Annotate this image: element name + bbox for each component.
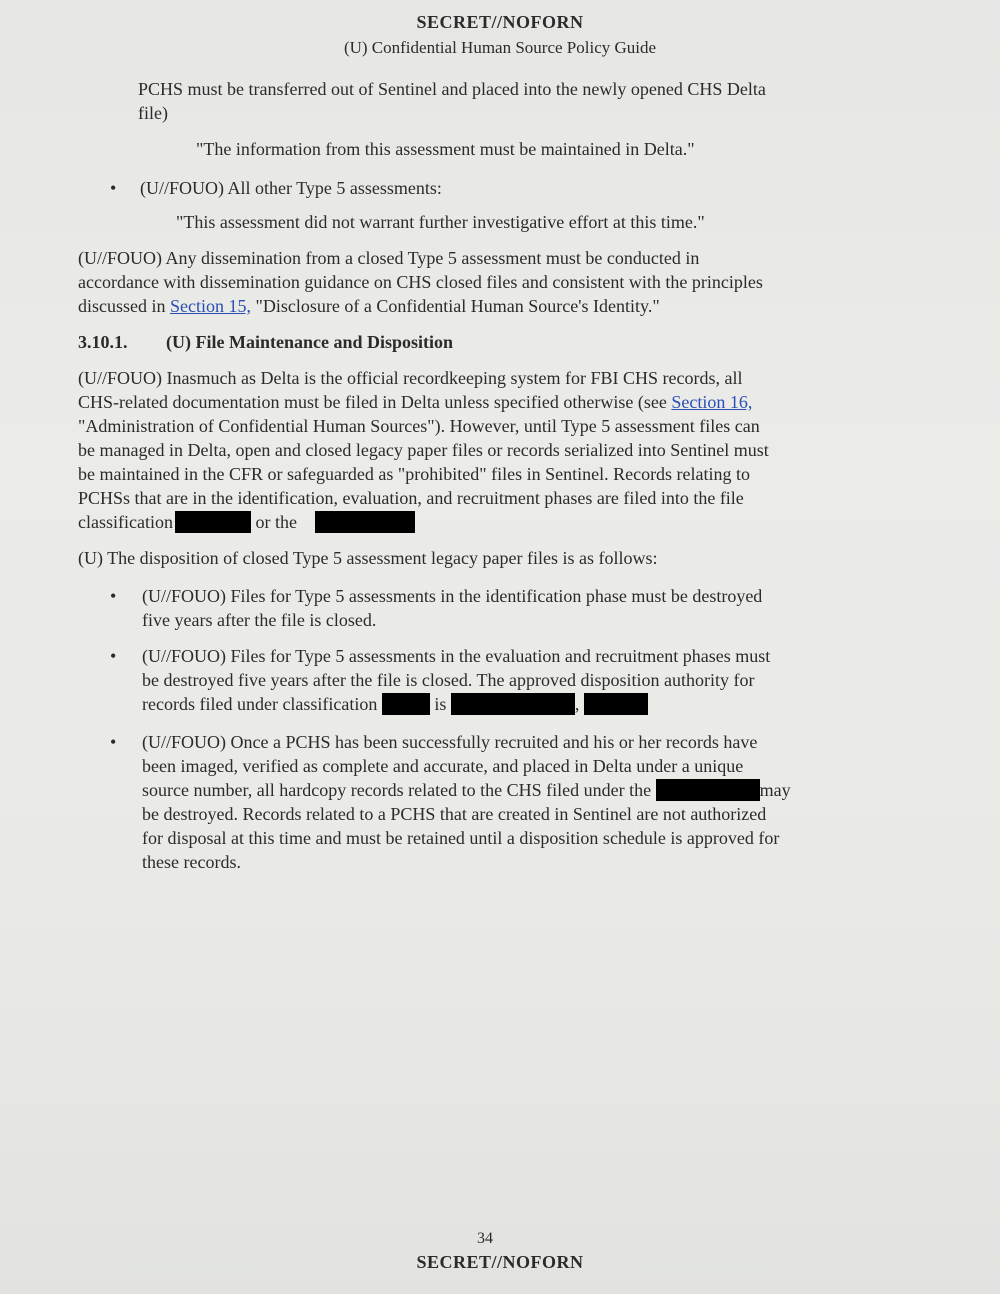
maintenance-line-3: "Administration of Confidential Human Sources"). However, until Type 5 assessment files can <box>78 416 760 436</box>
dissemination-line-2: accordance with dissemination guidance on CHS closed files and consistent with the principles <box>78 272 763 292</box>
section-16-link[interactable]: Section 16, <box>671 392 753 412</box>
bullet-3-line-2: been imaged, verified as complete and accurate, and placed in Delta under a unique <box>142 756 744 776</box>
bullet-2-is: is <box>434 694 447 714</box>
maintenance-line-1: (U//FOUO) Inasmuch as Delta is the official recordkeeping system for FBI CHS records, all <box>78 368 743 388</box>
section-title: (U) File Maintenance and Disposition <box>166 332 454 352</box>
dissemination-line-1: (U//FOUO) Any dissemination from a closed Type 5 assessment must be conducted in <box>78 248 700 268</box>
maintenance-line-2 <box>78 390 752 414</box>
section-heading <box>78 330 453 354</box>
intro-line-2: file) <box>138 103 168 123</box>
bullet-3-line-1: (U//FOUO) Once a PCHS has been successfully recruited and his or her records have <box>142 732 758 752</box>
redaction-block <box>584 693 648 715</box>
redaction-block <box>451 693 575 715</box>
bullet-marker: • <box>110 732 117 752</box>
maintenance-line-7-pre: classification <box>78 512 173 532</box>
redaction-block <box>656 779 760 801</box>
maintenance-line-5: be maintained in the CFR or safeguarded as "prohibited" files in Sentinel. Records relating to <box>78 464 751 484</box>
dissemination-line-3 <box>78 294 660 318</box>
bullet-2-line-3 <box>142 692 648 716</box>
maintenance-line-4: be managed in Delta, open and closed legacy paper files or records serialized into Sentinel must <box>78 440 769 460</box>
section-15-link[interactable]: Section 15, <box>170 296 251 316</box>
section-number: 3.10.1. <box>78 332 128 352</box>
bullet-marker: • <box>110 646 117 666</box>
bullet-3-line-3 <box>142 778 791 802</box>
redaction-block <box>382 693 430 715</box>
classification-banner-bottom: SECRET//NOFORN <box>416 1252 584 1272</box>
redaction-block <box>175 511 251 533</box>
bullet-3-line-6: these records. <box>142 852 241 872</box>
bullet-all-other-assessments: (U//FOUO) All other Type 5 assessments: <box>140 178 442 198</box>
intro-line-1: PCHS must be transferred out of Sentinel and placed into the newly opened CHS Delta <box>138 79 766 99</box>
maintenance-line-7-mid: or the <box>255 512 297 532</box>
page-number: 34 <box>477 1230 493 1247</box>
redaction-block <box>315 511 415 533</box>
bullet-marker: • <box>110 586 117 606</box>
bullet-3-line-4: be destroyed. Records related to a PCHS that are created in Sentinel are not authorized <box>142 804 767 824</box>
maintenance-line-6: PCHSs that are in the identification, evaluation, and recruitment phases are filed into the file <box>78 488 744 508</box>
bullet-3-line-3-pre: source number, all hardcopy records related to the CHS filed under the <box>142 780 652 800</box>
maintenance-line-7 <box>78 510 415 534</box>
bullet-2-comma: , <box>574 694 580 714</box>
maintenance-line-2-pre: CHS-related documentation must be filed in Delta unless specified otherwise (see <box>78 392 667 412</box>
dissemination-line-3-pre: discussed in <box>78 296 166 316</box>
document-title: (U) Confidential Human Source Policy Guide <box>343 38 657 57</box>
quote-no-further-effort: "This assessment did not warrant further investigative effort at this time." <box>176 212 705 232</box>
bullet-3-line-3-post: may <box>759 780 791 800</box>
disposition-intro: (U) The disposition of closed Type 5 assessment legacy paper files is as follows: <box>78 548 658 568</box>
bullet-1-line-1: (U//FOUO) Files for Type 5 assessments in the identification phase must be destroyed <box>142 586 763 606</box>
bullet-marker: • <box>110 178 117 198</box>
bullet-2-line-1: (U//FOUO) Files for Type 5 assessments in the evaluation and recruitment phases must <box>142 646 771 666</box>
bullet-1-line-2: five years after the file is closed. <box>142 610 377 630</box>
bullet-2-line-2: be destroyed five years after the file is closed. The approved disposition authority for <box>142 670 755 690</box>
dissemination-line-3-post: "Disclosure of a Confidential Human Source's Identity." <box>255 296 660 316</box>
classification-banner-top: SECRET//NOFORN <box>416 12 584 32</box>
bullet-2-line-3-pre: records filed under classification <box>142 694 378 714</box>
quote-maintained-in-delta: "The information from this assessment must be maintained in Delta." <box>196 139 695 159</box>
bullet-3-line-5: for disposal at this time and must be retained until a disposition schedule is approved for <box>142 828 780 848</box>
